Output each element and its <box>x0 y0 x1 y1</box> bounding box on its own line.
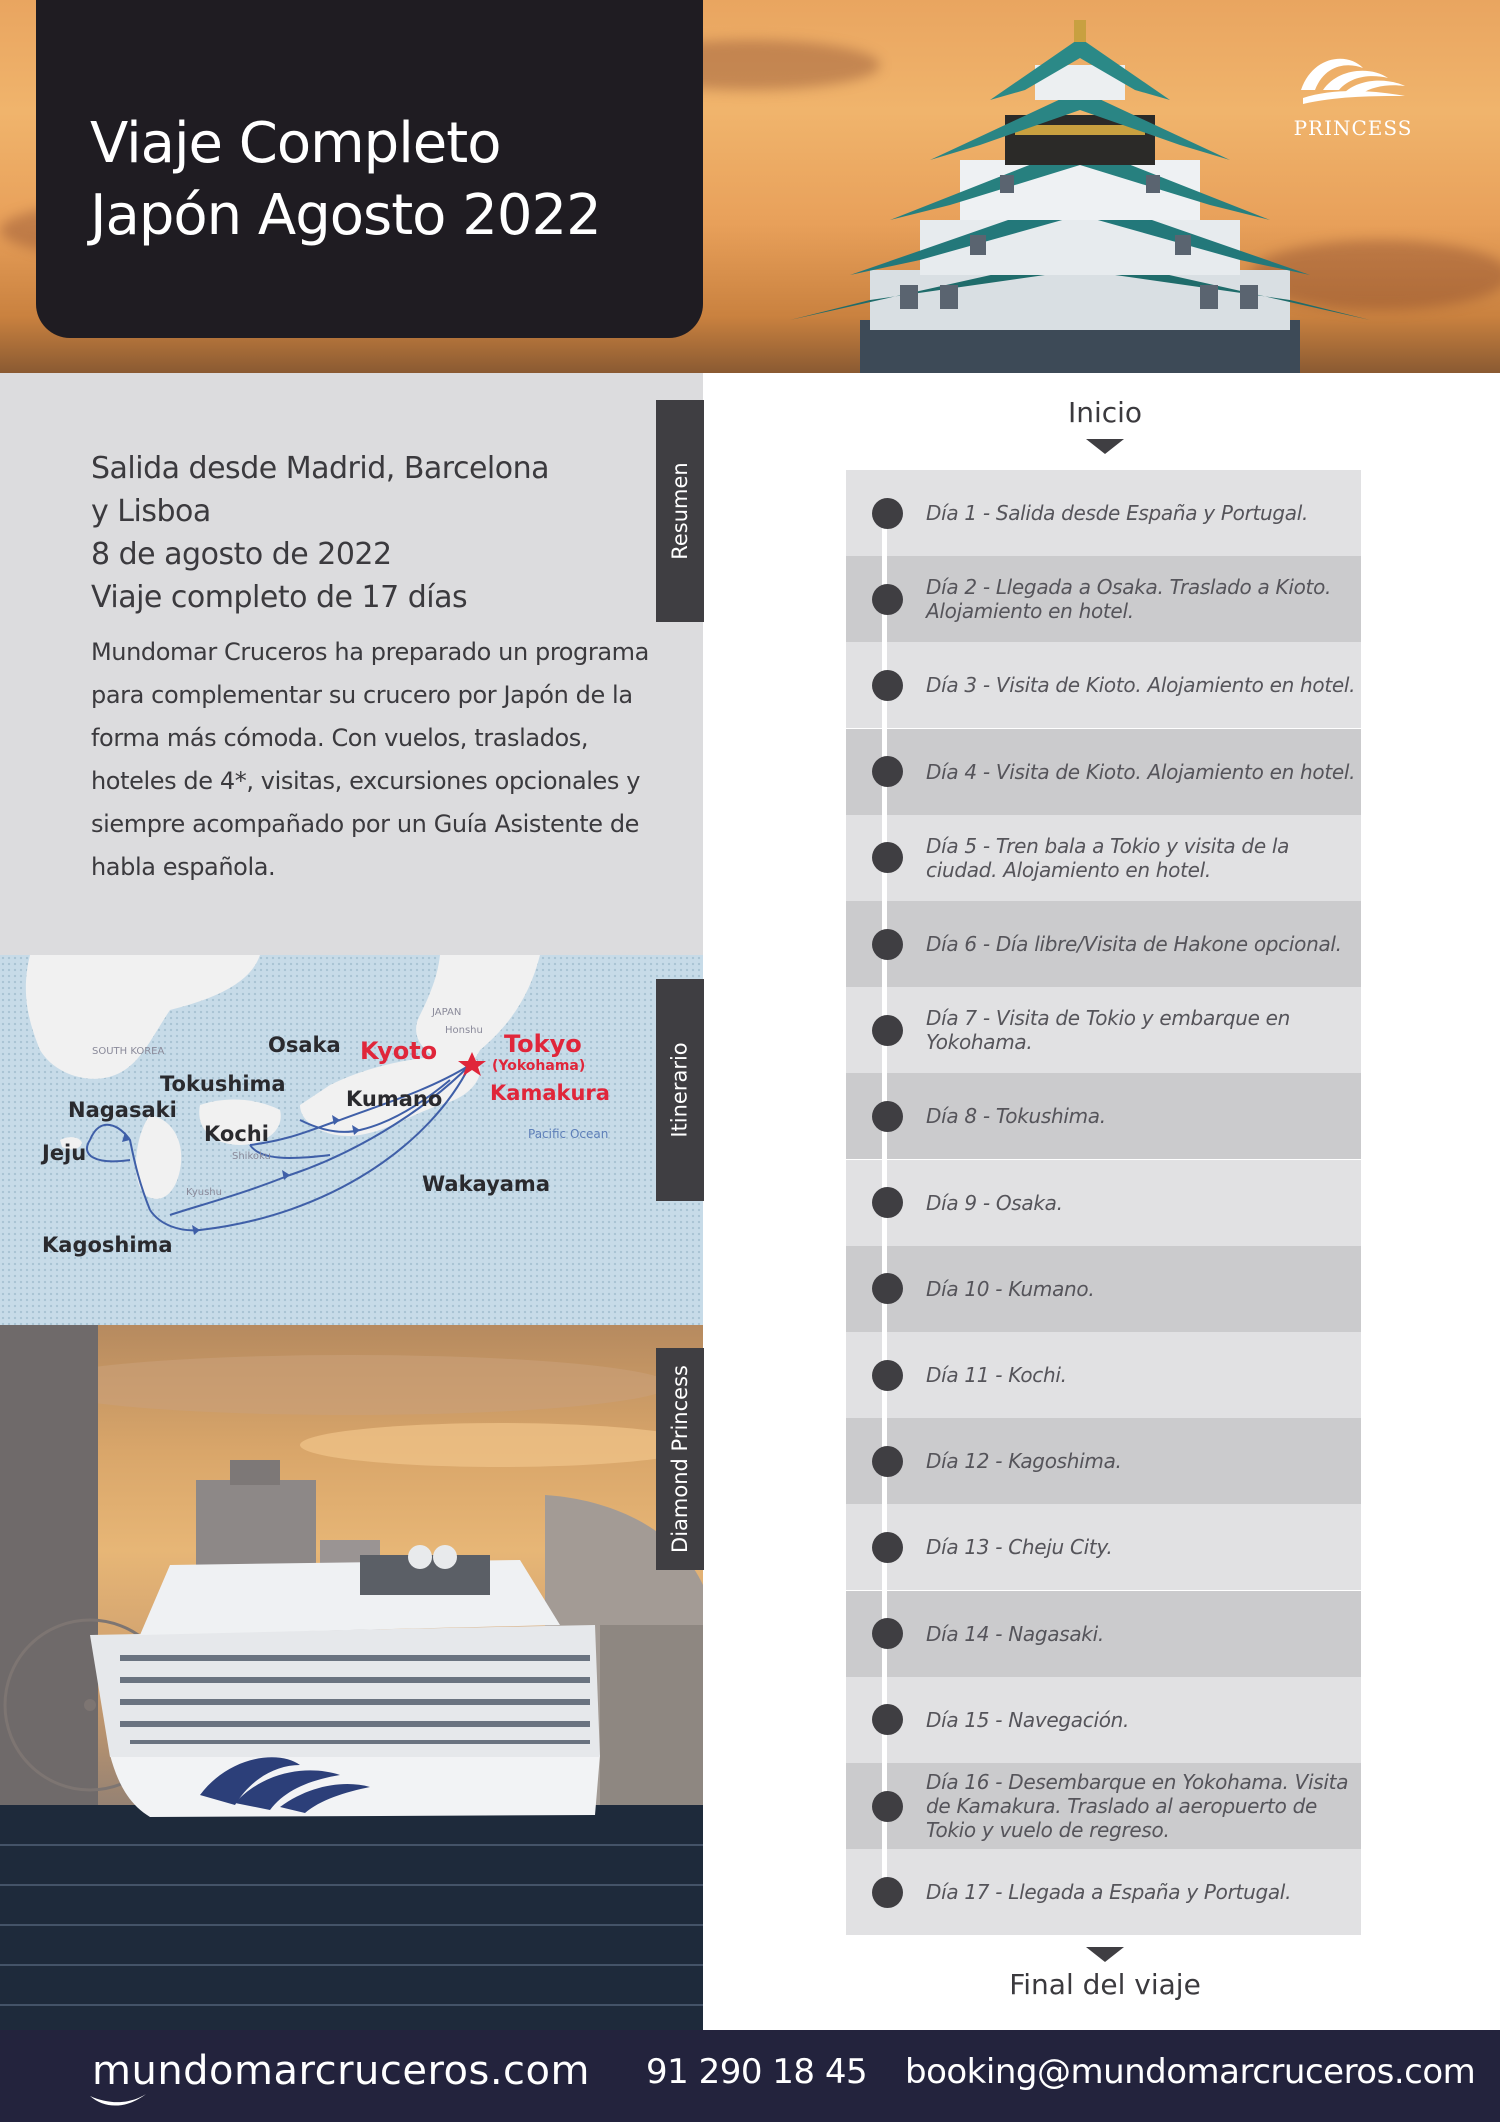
timeline-dot-icon <box>872 1015 903 1046</box>
timeline-dot-icon <box>872 670 903 701</box>
timeline-dot-icon <box>872 1791 903 1822</box>
timeline-day-text: Día 9 - Osaka. <box>926 1190 1063 1215</box>
headline-line: Salida desde Madrid, Barcelona <box>91 451 549 486</box>
tab-itinerario <box>656 979 704 1201</box>
timeline-day-row <box>846 1418 1361 1504</box>
timeline-day-text: Día 2 - Llegada a Osaka. Traslado a Kioto. Alojamiento en hotel. <box>926 575 1332 624</box>
princess-logo <box>1288 50 1418 140</box>
timeline-dot-icon <box>872 1446 903 1477</box>
timeline-day-row <box>846 1160 1361 1246</box>
hero-banner <box>0 0 1500 373</box>
summary-headline <box>91 447 651 619</box>
timeline-dot-icon <box>872 1360 903 1391</box>
map-city-tokushima: Tokushima <box>160 1072 286 1096</box>
timeline-day-text: Día 10 - Kumano. <box>926 1276 1095 1301</box>
swoosh-icon <box>88 2092 148 2110</box>
map-city-kochi: Kochi <box>204 1122 269 1146</box>
timeline-day-row <box>846 729 1361 815</box>
timeline-day-row <box>846 1332 1361 1418</box>
map-city-kagoshima: Kagoshima <box>42 1233 173 1257</box>
map-city-wakayama: Wakayama <box>422 1172 550 1196</box>
title-line-2: Japón Agosto 2022 <box>90 183 601 248</box>
timeline-dot-icon <box>872 1532 903 1563</box>
timeline-day-text: Día 11 - Kochi. <box>926 1363 1067 1387</box>
timeline-dot-icon <box>872 1618 903 1649</box>
map-city-osaka: Osaka <box>268 1033 341 1057</box>
timeline-day-text: Día 14 - Nagasaki. <box>926 1621 1104 1646</box>
timeline-day-row <box>846 642 1361 728</box>
timeline-day-row <box>846 1763 1361 1849</box>
timeline-day-text: Día 17 - Llegada a España y Portugal. <box>926 1880 1292 1905</box>
map-city-kamakura: Kamakura <box>490 1081 610 1105</box>
tab-diamond-princess <box>656 1348 704 1570</box>
map-label-shikoku: Shikoku <box>232 1151 271 1162</box>
timeline-day-row <box>846 1849 1361 1935</box>
timeline-day-text: Día 5 - Tren bala a Tokio y visita de la ciudad. Alojamiento en hotel. <box>926 833 1290 882</box>
ship-photo <box>0 1325 703 2030</box>
map-label-south-korea: SOUTH KOREA <box>92 1046 165 1057</box>
timeline-day-row <box>846 1246 1361 1332</box>
page-title <box>90 108 601 252</box>
diamond-princess-image <box>0 1325 703 2030</box>
itinerary-timeline <box>846 470 1361 1936</box>
headline-line: y Lisboa <box>91 494 211 529</box>
tab-diamond-princess-label: Diamond Princess <box>668 1365 693 1553</box>
title-line-1: Viaje Completo <box>90 111 501 176</box>
hero-title-box <box>36 0 703 338</box>
brand-name: PRINCESS <box>1293 116 1413 140</box>
timeline-day-row <box>846 1504 1361 1590</box>
timeline-day-text: Día 3 - Visita de Kioto. Alojamiento en hotel. <box>926 673 1356 698</box>
princess-waves-icon <box>1293 50 1413 110</box>
arrow-down-icon <box>1086 1947 1124 1962</box>
summary-section <box>0 373 703 955</box>
timeline-end-label: Final del viaje <box>1009 1968 1201 2001</box>
timeline-dot-icon <box>872 584 903 615</box>
tab-resumen <box>656 400 704 622</box>
tab-resumen-label: Resumen <box>668 462 693 560</box>
timeline-day-text: Día 7 - Visita de Tokio y embarque en Yokohama. <box>926 1006 1291 1055</box>
map-city-kumano: Kumano <box>346 1087 443 1111</box>
timeline-dot-icon <box>872 1101 903 1132</box>
timeline-day-row <box>846 1591 1361 1677</box>
timeline-day-row <box>846 901 1361 987</box>
timeline-day-row <box>846 1073 1361 1159</box>
website-link[interactable]: mundomarcruceros.com <box>92 2048 590 2094</box>
timeline-day-row <box>846 987 1361 1073</box>
timeline-dot-icon <box>872 756 903 787</box>
headline-line: 8 de agosto de 2022 <box>91 537 392 572</box>
arrow-down-icon <box>1086 439 1124 454</box>
timeline-dot-icon <box>872 929 903 960</box>
timeline-day-row <box>846 470 1361 556</box>
map-city-tokyo: Tokyo <box>504 1030 582 1058</box>
summary-description: Mundomar Cruceros ha preparado un programa para complementar su crucero por Japón de la forma más cómoda. Con vuelos, traslados, hoteles de 4*, visitas, excursiones opcionales y siempre acompañado por un Guía Asistente de habla española. <box>91 638 649 881</box>
osaka-castle-image <box>790 20 1370 373</box>
timeline-day-text: Día 15 - Navegación. <box>926 1707 1130 1732</box>
map-city-jeju: Jeju <box>42 1141 87 1165</box>
timeline-day-row <box>846 1677 1361 1763</box>
timeline-day-text: Día 16 - Desembarque en Yokohama. Visita de Kamakura. Traslado al aeropuerto de Tokio y vuelo de regreso. <box>926 1770 1349 1842</box>
map-city-yokohama: (Yokohama) <box>492 1058 586 1074</box>
timeline-start-label: Inicio <box>1067 396 1143 429</box>
timeline-day-text: Día 4 - Visita de Kioto. Alojamiento en hotel. <box>926 759 1356 784</box>
timeline-dot-icon <box>872 498 903 529</box>
timeline-dot-icon <box>872 1877 903 1908</box>
map-label-japan: JAPAN <box>432 1007 462 1018</box>
timeline-day-text: Día 12 - Kagoshima. <box>926 1449 1122 1474</box>
headline-line: Viaje completo de 17 días <box>91 580 468 615</box>
map-label-pacific-ocean: Pacific Ocean <box>528 1127 609 1141</box>
timeline-day-text: Día 8 - Tokushima. <box>926 1104 1106 1129</box>
map-label-honshu: Honshu <box>445 1025 483 1036</box>
timeline-day-text: Día 13 - Cheju City. <box>926 1535 1113 1560</box>
phone-link[interactable]: 91 290 18 45 <box>646 2052 868 2092</box>
itinerary-map <box>0 955 703 1325</box>
footer <box>0 2030 1500 2122</box>
map-city-nagasaki: Nagasaki <box>68 1098 177 1122</box>
map-city-kyoto: Kyoto <box>360 1037 438 1065</box>
tab-itinerario-label: Itinerario <box>668 1042 692 1138</box>
map-label-kyushu: Kyushu <box>186 1187 222 1198</box>
timeline-day-text: Día 1 - Salida desde España y Portugal. <box>926 501 1309 525</box>
email-link[interactable]: booking@mundomarcruceros.com <box>905 2052 1476 2092</box>
timeline-day-text: Día 6 - Día libre/Visita de Hakone opcional. <box>926 932 1342 956</box>
timeline-day-row <box>846 815 1361 901</box>
timeline-day-row <box>846 556 1361 642</box>
timeline-dot-icon <box>872 1187 903 1218</box>
